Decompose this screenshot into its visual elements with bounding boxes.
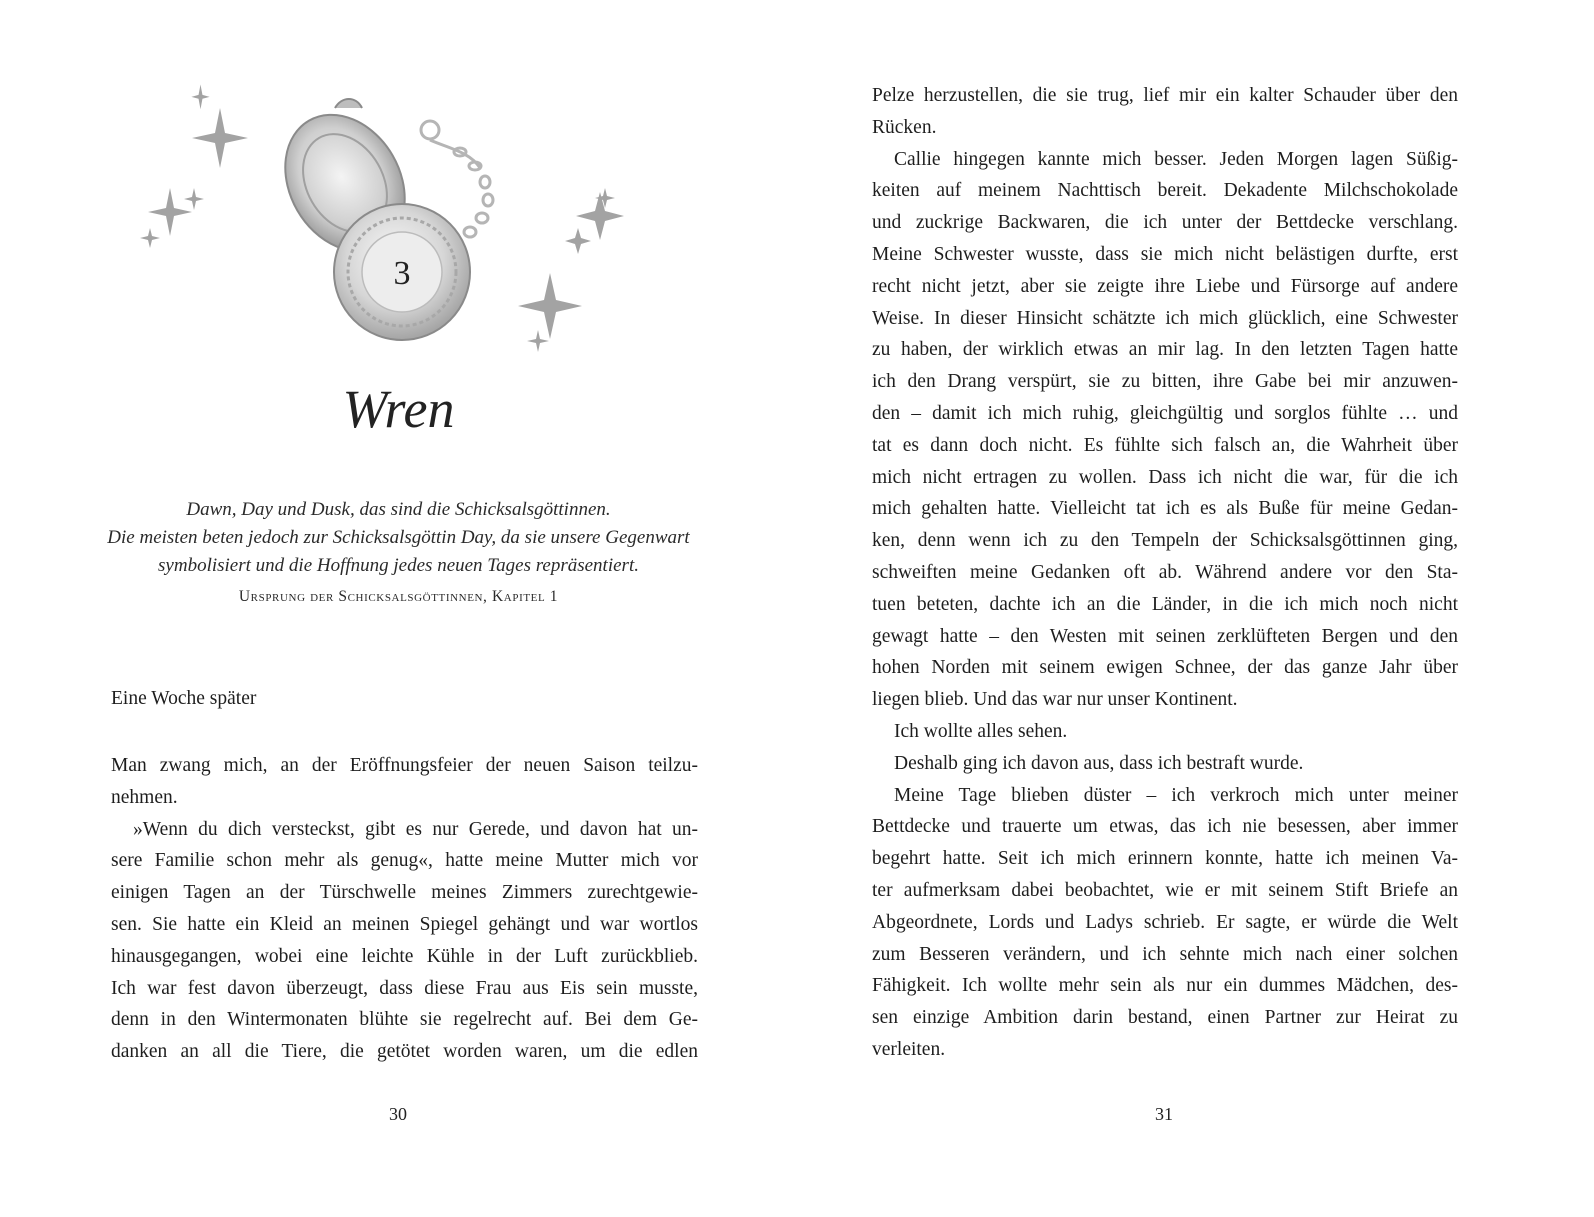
page-number: 31	[1155, 1104, 1173, 1124]
body-text-left	[111, 750, 698, 1068]
text-line: zu haben, der wirklich etwas an mir lag. In den letzten Tagen hatte	[872, 339, 1458, 361]
text-line: nehmen.	[111, 786, 178, 808]
epigraph-source: Ursprung der Schicksalsgöttinnen, Kapitel 1	[238, 588, 559, 605]
text-line: »Wenn du dich versteckst, gibt es nur Gerede, und davon hat un-	[133, 818, 698, 840]
text-line: Callie hingegen kannte mich besser. Jeden Morgen lagen Süßig-	[894, 148, 1458, 170]
text-line: tuen beteten, dachte ich an die Länder, in die ich mich noch nicht	[872, 593, 1458, 615]
locket-illustration	[130, 78, 650, 368]
text-line: Abgeordnete, Lords und Ladys schrieb. Er sagte, er würde die Welt	[872, 911, 1458, 933]
text-line: ken, denn wenn ich zu den Tempeln der Schicksalsgöttinnen ging,	[872, 530, 1458, 552]
chapter-title: Wren	[342, 379, 455, 439]
text-line: begehrt hatte. Seit ich mich erinnern konnte, hatte ich meinen Va-	[872, 848, 1458, 870]
chapter-number: 3	[393, 255, 411, 292]
text-line: Ich war fest davon überzeugt, dass diese Frau aus Eis sein musste,	[111, 977, 698, 999]
text-line: ich den Drang verspürt, sie zu bitten, ihre Gabe bei mir anzuwen-	[872, 371, 1458, 393]
text-line: Rücken.	[872, 116, 937, 138]
text-line: verleiten.	[872, 1038, 946, 1060]
text-line: Meine Schwester wusste, dass sie mich nicht belästigen durfte, erst	[872, 243, 1458, 265]
text-line: ter aufmerksam dabei beobachtet, wie er mit seinem Stift Briefe an	[872, 879, 1458, 901]
text-line: schweiften meine Gedanken oft ab. Während andere vor den Sta-	[872, 561, 1458, 583]
epigraph-line: Die meisten beten jedoch zur Schicksalsgöttin Day, da sie unsere Gegenwart	[107, 527, 690, 548]
epigraph-line: symbolisiert und die Hoffnung jedes neuen Tages repräsentiert.	[158, 555, 639, 576]
chapter-emblem	[130, 78, 650, 368]
text-line: denn in den Wintermonaten blühte sie regelrecht auf. Bei dem Ge-	[111, 1009, 698, 1031]
text-line: gewagt hatte – den Westen mit seinen zerklüfteten Bergen und den	[872, 625, 1458, 647]
text-line: Fähigkeit. Ich wollte mehr sein als nur ein dummes Mädchen, des-	[872, 975, 1458, 997]
text-line: mich gehalten hatte. Vielleicht tat ich es als Buße für meine Gedan-	[872, 498, 1458, 520]
right-page	[797, 0, 1594, 1217]
text-line: einigen Tagen an der Türschwelle meines Zimmers zurechtgewie-	[111, 882, 698, 904]
text-line: tat es dann doch nicht. Es fühlte sich falsch an, die Wahrheit über	[872, 434, 1458, 456]
text-line: danken an all die Tiere, die getötet worden waren, um die edlen	[111, 1041, 698, 1063]
text-line: zum Besseren verändern, und ich sehnte mich nach einer solchen	[872, 943, 1458, 965]
text-line: hohen Norden mit seinem ewigen Schnee, der das ganze Jahr über	[872, 657, 1458, 679]
epigraph-line: Dawn, Day und Dusk, das sind die Schicksalsgöttinnen.	[186, 499, 611, 520]
text-line: sen einzige Ambition darin bestand, einen Partner zur Heirat zu	[872, 1007, 1458, 1029]
text-line: und zuckrige Backwaren, die ich unter der Bettdecke verschlang.	[872, 212, 1458, 234]
scene-label: Eine Woche später	[111, 688, 257, 709]
text-line: mich nicht ertragen zu wollen. Dass ich nicht die war, für die ich	[872, 466, 1458, 488]
text-line: Pelze herzustellen, die sie trug, lief mir ein kalter Schauder über den	[872, 85, 1458, 106]
text-line: Bettdecke und trauerte um etwas, das ich nie besessen, aber immer	[872, 816, 1458, 838]
text-line: sen. Sie hatte ein Kleid an meinen Spiegel gehängt und war wortlos	[111, 913, 698, 935]
text-line: liegen blieb. Und das war nur unser Kontinent.	[872, 689, 1238, 711]
text-line: den – damit ich mich ruhig, gleichgültig und sorglos fühlte … und	[872, 402, 1458, 424]
text-line: Ich wollte alles sehen.	[894, 720, 1068, 742]
text-line: Deshalb ging ich davon aus, dass ich bestraft wurde.	[894, 752, 1304, 774]
text-line: keiten auf meinem Nachttisch bereit. Dekadente Milchschokolade	[872, 180, 1458, 202]
page-number: 30	[389, 1104, 407, 1124]
body-text-right	[872, 80, 1458, 1066]
epigraph	[0, 496, 797, 580]
text-line: Man zwang mich, an der Eröffnungsfeier der neuen Saison teilzu-	[111, 755, 698, 776]
text-line: Meine Tage blieben düster – ich verkroch mich unter meiner	[894, 784, 1458, 806]
text-line: hinausgegangen, wobei eine leichte Kühle in der Luft zurückblieb.	[111, 945, 698, 967]
text-line: recht nicht jetzt, aber sie zeigte ihre Liebe und Fürsorge auf andere	[872, 275, 1458, 297]
text-line: Weise. In dieser Hinsicht schätzte ich mich glücklich, eine Schwester	[872, 307, 1458, 329]
text-line: sere Familie schon mehr als genug«, hatte meine Mutter mich vor	[111, 850, 698, 872]
